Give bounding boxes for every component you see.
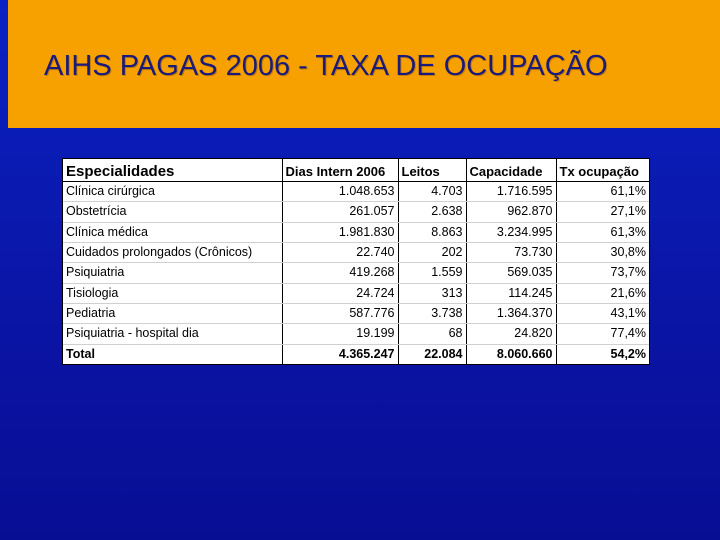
cell-leitos: 4.703 — [398, 182, 466, 202]
cell-tx: 73,7% — [556, 263, 649, 283]
cell-tx: 21,6% — [556, 283, 649, 303]
table-row — [63, 182, 649, 202]
cell-tx: 61,3% — [556, 222, 649, 242]
cell-capacidade: 962.870 — [466, 202, 556, 222]
cell-leitos: 313 — [398, 283, 466, 303]
cell-capacidade: 24.820 — [466, 324, 556, 344]
cell-dias: 419.268 — [282, 263, 398, 283]
cell-tx: 30,8% — [556, 242, 649, 262]
cell-tx: 43,1% — [556, 303, 649, 323]
total-leitos: 22.084 — [398, 344, 466, 364]
cell-dias: 19.199 — [282, 324, 398, 344]
header-capacidade: Capacidade — [466, 159, 556, 182]
cell-capacidade: 1.364.370 — [466, 303, 556, 323]
cell-leitos: 68 — [398, 324, 466, 344]
table-row — [63, 202, 649, 222]
cell-dias: 24.724 — [282, 283, 398, 303]
cell-dias: 22.740 — [282, 242, 398, 262]
cell-capacidade: 73.730 — [466, 242, 556, 262]
header-dias-intern: Dias Intern 2006 — [282, 159, 398, 182]
data-table-container — [62, 158, 650, 365]
cell-specialty: Psiquiatria — [63, 263, 282, 283]
cell-dias: 587.776 — [282, 303, 398, 323]
cell-specialty: Clínica médica — [63, 222, 282, 242]
cell-capacidade: 569.035 — [466, 263, 556, 283]
table-header-row — [63, 159, 649, 182]
table-row — [63, 242, 649, 262]
total-tx: 54,2% — [556, 344, 649, 364]
total-capacidade: 8.060.660 — [466, 344, 556, 364]
cell-dias: 1.981.830 — [282, 222, 398, 242]
cell-capacidade: 3.234.995 — [466, 222, 556, 242]
header-leitos: Leitos — [398, 159, 466, 182]
cell-specialty: Tisiologia — [63, 283, 282, 303]
cell-leitos: 202 — [398, 242, 466, 262]
cell-leitos: 2.638 — [398, 202, 466, 222]
cell-leitos: 3.738 — [398, 303, 466, 323]
table-row — [63, 222, 649, 242]
table-row — [63, 263, 649, 283]
cell-specialty: Clínica cirúrgica — [63, 182, 282, 202]
header-especialidades: Especialidades — [63, 159, 282, 182]
cell-specialty: Psiquiatria - hospital dia — [63, 324, 282, 344]
cell-capacidade: 1.716.595 — [466, 182, 556, 202]
cell-tx: 61,1% — [556, 182, 649, 202]
total-dias: 4.365.247 — [282, 344, 398, 364]
table-total-row — [63, 344, 649, 364]
page-title: AIHS PAGAS 2006 - TAXA DE OCUPAÇÃO — [44, 50, 608, 82]
cell-capacidade: 114.245 — [466, 283, 556, 303]
total-label: Total — [63, 344, 282, 364]
header-tx-ocupacao: Tx ocupação — [556, 159, 649, 182]
occupancy-table — [63, 159, 649, 364]
cell-specialty: Cuidados prolongados (Crônicos) — [63, 242, 282, 262]
title-banner — [8, 0, 720, 128]
cell-leitos: 1.559 — [398, 263, 466, 283]
cell-specialty: Pediatria — [63, 303, 282, 323]
cell-dias: 1.048.653 — [282, 182, 398, 202]
table-row — [63, 324, 649, 344]
table-row — [63, 303, 649, 323]
cell-dias: 261.057 — [282, 202, 398, 222]
cell-tx: 27,1% — [556, 202, 649, 222]
cell-tx: 77,4% — [556, 324, 649, 344]
cell-leitos: 8.863 — [398, 222, 466, 242]
table-row — [63, 283, 649, 303]
cell-specialty: Obstetrícia — [63, 202, 282, 222]
